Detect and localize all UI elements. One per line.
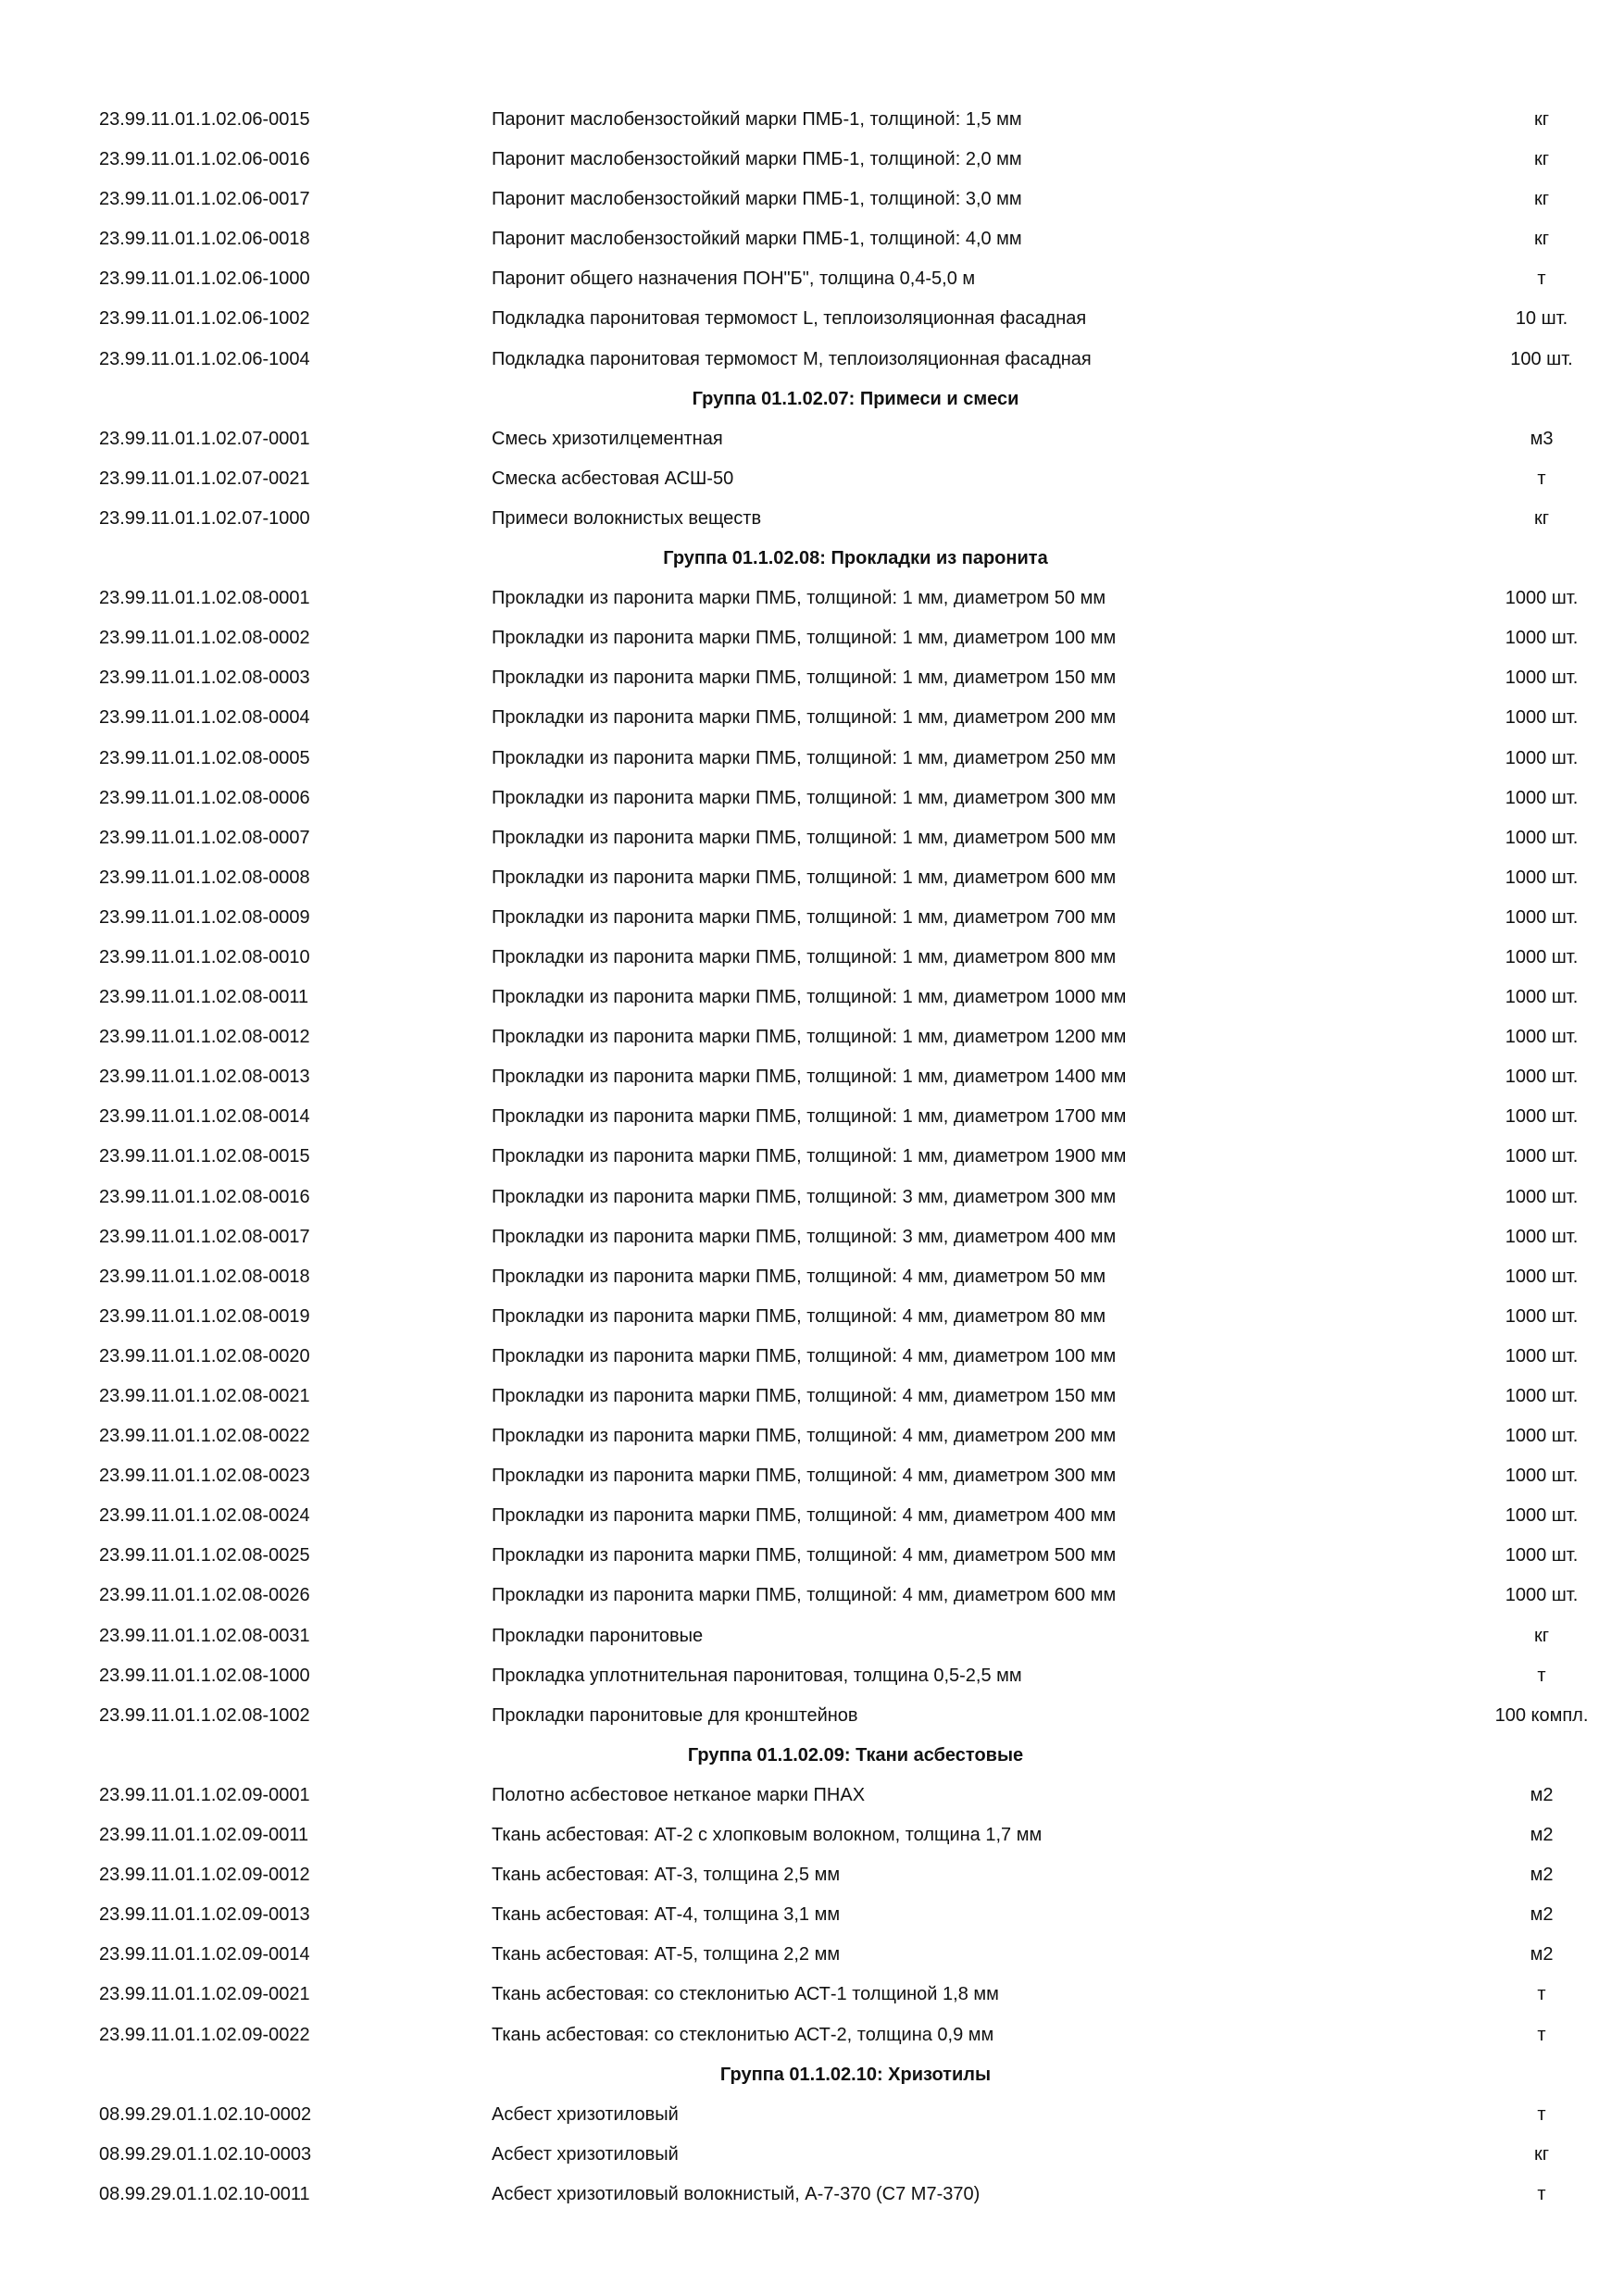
item-unit: 1000 шт.	[1505, 1067, 1579, 1088]
item-code: 23.99.11.01.1.02.09-0022	[99, 2024, 310, 2045]
item-unit: кг	[1533, 109, 1550, 130]
item-unit: т	[1537, 2024, 1546, 2045]
item-unit: м2	[1530, 1784, 1554, 1805]
item-name: Прокладки из паронита марки ПМБ, толщиной: 1 мм, диаметром 1000 мм	[492, 987, 1127, 1008]
item-name: Прокладки из паронита марки ПМБ, толщиной: 1 мм, диаметром 700 мм	[492, 906, 1117, 928]
table-row	[0, 1776, 1624, 1816]
item-code: 23.99.11.01.1.02.08-0004	[99, 707, 310, 729]
item-name: Прокладки из паронита марки ПМБ, толщиной: 1 мм, диаметром 200 мм	[492, 707, 1117, 729]
table-row	[0, 1416, 1624, 1456]
item-unit: 1000 шт.	[1505, 946, 1579, 967]
item-unit: 100 компл.	[1494, 1704, 1589, 1726]
item-name: Паронит маслобензостойкий марки ПМБ-1, толщиной: 4,0 мм	[492, 229, 1022, 250]
item-code: 23.99.11.01.1.02.09-0021	[99, 1984, 310, 2005]
item-name: Прокладки из паронита марки ПМБ, толщиной: 1 мм, диаметром 150 мм	[492, 668, 1117, 689]
item-unit: 1000 шт.	[1505, 707, 1579, 729]
item-name: Прокладки из паронита марки ПМБ, толщиной: 4 мм, диаметром 50 мм	[492, 1266, 1106, 1287]
item-unit: 1000 шт.	[1505, 1186, 1579, 1207]
item-name: Прокладки из паронита марки ПМБ, толщиной: 4 мм, диаметром 600 мм	[492, 1585, 1117, 1606]
item-code: 23.99.11.01.1.02.08-0012	[99, 1027, 310, 1048]
item-code: 23.99.11.01.1.02.06-0015	[99, 109, 310, 130]
item-name: Ткань асбестовая: АТ-5, толщина 2,2 мм	[492, 1944, 841, 1965]
item-name: Прокладки из паронита марки ПМБ, толщиной: 3 мм, диаметром 400 мм	[492, 1226, 1117, 1247]
table-row	[0, 1935, 1624, 1975]
item-name: Прокладки из паронита марки ПМБ, толщиной: 3 мм, диаметром 300 мм	[492, 1186, 1117, 1207]
table-row	[0, 459, 1624, 499]
item-code: 23.99.11.01.1.02.08-0008	[99, 867, 310, 888]
item-name: Прокладки из паронита марки ПМБ, толщиной: 1 мм, диаметром 1700 мм	[492, 1106, 1127, 1128]
item-name: Ткань асбестовая: со стеклонитью АСТ-1 толщиной 1,8 мм	[492, 1984, 999, 2005]
item-code: 23.99.11.01.1.02.08-0026	[99, 1585, 310, 1606]
item-unit: 1000 шт.	[1505, 1466, 1579, 1487]
item-unit: 1000 шт.	[1505, 787, 1579, 808]
item-code: 08.99.29.01.1.02.10-0002	[99, 2103, 312, 2125]
item-code: 23.99.11.01.1.02.09-0011	[99, 1825, 309, 1846]
item-name: Прокладки из паронита марки ПМБ, толщиной: 1 мм, диаметром 1200 мм	[492, 1027, 1127, 1048]
item-name: Прокладки из паронита марки ПМБ, толщиной: 1 мм, диаметром 800 мм	[492, 946, 1117, 967]
table-row	[0, 1137, 1624, 1177]
item-unit: 1000 шт.	[1505, 1386, 1579, 1406]
item-name: Прокладки из паронита марки ПМБ, толщиной: 4 мм, диаметром 100 мм	[492, 1345, 1117, 1366]
item-code: 23.99.11.01.1.02.06-0018	[99, 229, 310, 250]
group-title: Группа 01.1.02.10: Хризотилы	[719, 2064, 992, 2085]
table-row	[0, 2175, 1624, 2215]
table-row	[0, 618, 1624, 658]
item-code: 23.99.11.01.1.02.07-0001	[99, 428, 310, 449]
table-row	[0, 2135, 1624, 2175]
item-code: 23.99.11.01.1.02.09-0014	[99, 1944, 310, 1965]
item-code: 23.99.11.01.1.02.08-0011	[99, 987, 309, 1008]
table-row	[0, 898, 1624, 938]
item-unit: 1000 шт.	[1505, 1505, 1579, 1527]
item-code: 23.99.11.01.1.02.08-0014	[99, 1106, 310, 1128]
item-name: Асбест хризотиловый	[492, 2103, 679, 2125]
group-heading	[0, 1736, 1624, 1776]
group-heading	[0, 2055, 1624, 2095]
item-unit: 1000 шт.	[1505, 1146, 1579, 1167]
table-row	[0, 978, 1624, 1017]
table-row	[0, 1576, 1624, 1616]
item-code: 23.99.11.01.1.02.08-0025	[99, 1545, 310, 1566]
table-row	[0, 1257, 1624, 1297]
table-row	[0, 1536, 1624, 1576]
item-unit: 1000 шт.	[1505, 668, 1579, 689]
item-code: 23.99.11.01.1.02.08-0017	[99, 1226, 310, 1247]
item-unit: т	[1537, 268, 1546, 290]
item-code: 23.99.11.01.1.02.06-1000	[99, 268, 310, 290]
item-code: 23.99.11.01.1.02.06-0016	[99, 149, 310, 170]
item-name: Прокладки из паронита марки ПМБ, толщиной: 1 мм, диаметром 1400 мм	[492, 1067, 1127, 1088]
item-code: 23.99.11.01.1.02.08-0031	[99, 1625, 310, 1646]
item-code: 23.99.11.01.1.02.08-0005	[99, 747, 310, 768]
item-code: 23.99.11.01.1.02.08-1002	[99, 1704, 310, 1726]
item-unit: кг	[1533, 507, 1550, 529]
item-code: 23.99.11.01.1.02.07-1000	[99, 507, 310, 529]
item-unit: 1000 шт.	[1505, 1305, 1579, 1327]
table-row	[0, 1975, 1624, 2015]
item-unit: 1000 шт.	[1505, 1027, 1579, 1048]
item-name: Прокладки из паронита марки ПМБ, толщиной: 1 мм, диаметром 600 мм	[492, 867, 1117, 888]
table-row	[0, 1377, 1624, 1416]
item-name: Смеска асбестовая АСШ-50	[492, 468, 734, 489]
table-row	[0, 1017, 1624, 1057]
item-unit: т	[1537, 2183, 1546, 2204]
item-unit: кг	[1533, 189, 1550, 210]
item-code: 23.99.11.01.1.02.08-0006	[99, 787, 310, 808]
item-code: 23.99.11.01.1.02.08-0015	[99, 1146, 310, 1167]
item-unit: 1000 шт.	[1505, 747, 1579, 768]
item-unit: кг	[1533, 1625, 1550, 1646]
table-row	[0, 1057, 1624, 1097]
item-name: Прокладки из паронита марки ПМБ, толщиной: 1 мм, диаметром 250 мм	[492, 747, 1117, 768]
item-unit: т	[1537, 1665, 1546, 1686]
table-row	[0, 858, 1624, 898]
item-name: Прокладки из паронита марки ПМБ, толщиной: 4 мм, диаметром 500 мм	[492, 1545, 1117, 1566]
item-code: 23.99.11.01.1.02.08-0024	[99, 1505, 310, 1527]
item-unit: 10 шт.	[1515, 308, 1568, 330]
table-row	[0, 340, 1624, 380]
item-unit: м2	[1530, 1825, 1554, 1846]
item-name: Подкладка паронитовая термомост М, теплоизоляционная фасадная	[492, 348, 1092, 369]
table-row	[0, 1456, 1624, 1496]
item-code: 23.99.11.01.1.02.08-0021	[99, 1386, 310, 1406]
table-row	[0, 2095, 1624, 2135]
item-unit: м3	[1530, 428, 1554, 449]
table-row	[0, 499, 1624, 539]
item-name: Паронит маслобензостойкий марки ПМБ-1, толщиной: 3,0 мм	[492, 189, 1022, 210]
item-code: 23.99.11.01.1.02.08-0009	[99, 906, 310, 928]
item-code: 23.99.11.01.1.02.08-1000	[99, 1665, 310, 1686]
item-name: Асбест хризотиловый	[492, 2143, 679, 2165]
item-name: Паронит маслобензостойкий марки ПМБ-1, толщиной: 2,0 мм	[492, 149, 1022, 170]
item-name: Прокладки из паронита марки ПМБ, толщиной: 1 мм, диаметром 100 мм	[492, 628, 1117, 649]
table-row	[0, 1217, 1624, 1257]
item-name: Примеси волокнистых веществ	[492, 507, 762, 529]
table-row	[0, 1616, 1624, 1656]
table-row	[0, 100, 1624, 140]
item-name: Прокладки из паронита марки ПМБ, толщиной: 4 мм, диаметром 200 мм	[492, 1426, 1117, 1447]
item-name: Паронит маслобензостойкий марки ПМБ-1, толщиной: 1,5 мм	[492, 109, 1022, 130]
item-name: Прокладки из паронита марки ПМБ, толщиной: 4 мм, диаметром 300 мм	[492, 1466, 1117, 1487]
item-code: 08.99.29.01.1.02.10-0011	[99, 2183, 310, 2204]
item-name: Асбест хризотиловый волокнистый, А-7-370 (С7 М7-370)	[492, 2183, 981, 2204]
table-row	[0, 259, 1624, 299]
table-row	[0, 219, 1624, 259]
item-code: 23.99.11.01.1.02.08-0019	[99, 1305, 310, 1327]
item-unit: 1000 шт.	[1505, 588, 1579, 609]
item-code: 23.99.11.01.1.02.08-0010	[99, 946, 310, 967]
item-unit: 1000 шт.	[1505, 827, 1579, 848]
item-code: 23.99.11.01.1.02.08-0016	[99, 1186, 310, 1207]
item-unit: м2	[1530, 1944, 1554, 1965]
item-name: Прокладки из паронита марки ПМБ, толщиной: 4 мм, диаметром 150 мм	[492, 1386, 1117, 1406]
item-code: 23.99.11.01.1.02.08-0001	[99, 588, 310, 609]
group-heading	[0, 380, 1624, 419]
item-unit: т	[1537, 468, 1546, 489]
item-code: 23.99.11.01.1.02.09-0012	[99, 1865, 310, 1886]
document-table	[0, 100, 1624, 2215]
item-name: Подкладка паронитовая термомост L, теплоизоляционная фасадная	[492, 308, 1087, 330]
table-row	[0, 2015, 1624, 2055]
item-name: Прокладки из паронита марки ПМБ, толщиной: 1 мм, диаметром 500 мм	[492, 827, 1117, 848]
table-row	[0, 1696, 1624, 1736]
table-row	[0, 299, 1624, 339]
table-row	[0, 779, 1624, 818]
item-unit: 1000 шт.	[1505, 987, 1579, 1008]
item-name: Ткань асбестовая: АТ-3, толщина 2,5 мм	[492, 1865, 841, 1886]
item-name: Прокладки из паронита марки ПМБ, толщиной: 4 мм, диаметром 80 мм	[492, 1305, 1106, 1327]
item-name: Ткань асбестовая: АТ-4, толщина 3,1 мм	[492, 1904, 841, 1926]
item-unit: 1000 шт.	[1505, 1545, 1579, 1566]
item-name: Ткань асбестовая: АТ-2 с хлопковым волокном, толщина 1,7 мм	[492, 1825, 1043, 1846]
item-code: 23.99.11.01.1.02.08-0022	[99, 1426, 310, 1447]
item-name: Прокладки из паронита марки ПМБ, толщиной: 1 мм, диаметром 1900 мм	[492, 1146, 1127, 1167]
item-code: 23.99.11.01.1.02.06-1004	[99, 348, 310, 369]
item-code: 23.99.11.01.1.02.08-0023	[99, 1466, 310, 1487]
item-code: 08.99.29.01.1.02.10-0003	[99, 2143, 312, 2165]
table-row	[0, 1656, 1624, 1696]
group-title: Группа 01.1.02.07: Примеси и смеси	[692, 388, 1019, 409]
item-name: Прокладки из паронита марки ПМБ, толщиной: 4 мм, диаметром 400 мм	[492, 1505, 1117, 1527]
group-heading	[0, 539, 1624, 579]
item-unit: т	[1537, 2103, 1546, 2125]
item-name: Прокладки из паронита марки ПМБ, толщиной: 1 мм, диаметром 300 мм	[492, 787, 1117, 808]
group-title: Группа 01.1.02.08: Прокладки из паронита	[663, 548, 1048, 569]
item-code: 23.99.11.01.1.02.08-0003	[99, 668, 310, 689]
item-unit: 100 шт.	[1510, 348, 1573, 369]
table-row	[0, 180, 1624, 219]
item-code: 23.99.11.01.1.02.08-0020	[99, 1345, 310, 1366]
table-row	[0, 658, 1624, 698]
item-name: Смесь хризотилцементная	[492, 428, 723, 449]
table-row	[0, 818, 1624, 858]
item-code: 23.99.11.01.1.02.09-0001	[99, 1784, 310, 1805]
table-row	[0, 1855, 1624, 1895]
table-row	[0, 1496, 1624, 1536]
item-unit: 1000 шт.	[1505, 867, 1579, 888]
item-code: 23.99.11.01.1.02.06-0017	[99, 189, 310, 210]
table-row	[0, 1816, 1624, 1855]
item-name: Прокладка уплотнительная паронитовая, толщина 0,5-2,5 мм	[492, 1665, 1022, 1686]
item-name: Прокладки паронитовые	[492, 1625, 704, 1646]
group-title: Группа 01.1.02.09: Ткани асбестовые	[687, 1744, 1024, 1766]
table-row	[0, 1297, 1624, 1337]
item-code: 23.99.11.01.1.02.08-0013	[99, 1067, 310, 1088]
item-unit: кг	[1533, 229, 1550, 250]
item-unit: 1000 шт.	[1505, 1426, 1579, 1447]
item-unit: кг	[1533, 2143, 1550, 2165]
item-unit: м2	[1530, 1865, 1554, 1886]
item-code: 23.99.11.01.1.02.08-0007	[99, 827, 310, 848]
table-row	[0, 1097, 1624, 1137]
table-row	[0, 938, 1624, 978]
item-unit: 1000 шт.	[1505, 906, 1579, 928]
table-row	[0, 579, 1624, 618]
item-unit: т	[1537, 1984, 1546, 2005]
item-unit: 1000 шт.	[1505, 1345, 1579, 1366]
item-code: 23.99.11.01.1.02.07-0021	[99, 468, 310, 489]
item-unit: 1000 шт.	[1505, 1585, 1579, 1606]
table-row	[0, 419, 1624, 459]
item-name: Паронит общего назначения ПОН"Б", толщина 0,4-5,0 м	[492, 268, 976, 290]
item-name: Ткань асбестовая: со стеклонитью АСТ-2, толщина 0,9 мм	[492, 2024, 994, 2045]
table-row	[0, 698, 1624, 738]
item-unit: 1000 шт.	[1505, 628, 1579, 649]
table-row	[0, 1337, 1624, 1377]
item-unit: кг	[1533, 149, 1550, 170]
table-row	[0, 1178, 1624, 1217]
item-name: Полотно асбестовое нетканое марки ПНАХ	[492, 1784, 866, 1805]
item-name: Прокладки из паронита марки ПМБ, толщиной: 1 мм, диаметром 50 мм	[492, 588, 1106, 609]
table-row	[0, 739, 1624, 779]
item-code: 23.99.11.01.1.02.08-0018	[99, 1266, 310, 1287]
table-row	[0, 140, 1624, 180]
item-unit: 1000 шт.	[1505, 1226, 1579, 1247]
item-code: 23.99.11.01.1.02.08-0002	[99, 628, 310, 649]
item-unit: 1000 шт.	[1505, 1106, 1579, 1128]
table-row	[0, 1895, 1624, 1935]
item-unit: м2	[1530, 1904, 1554, 1926]
item-code: 23.99.11.01.1.02.09-0013	[99, 1904, 310, 1926]
item-unit: 1000 шт.	[1505, 1266, 1579, 1287]
item-code: 23.99.11.01.1.02.06-1002	[99, 308, 310, 330]
item-name: Прокладки паронитовые для кронштейнов	[492, 1704, 858, 1726]
